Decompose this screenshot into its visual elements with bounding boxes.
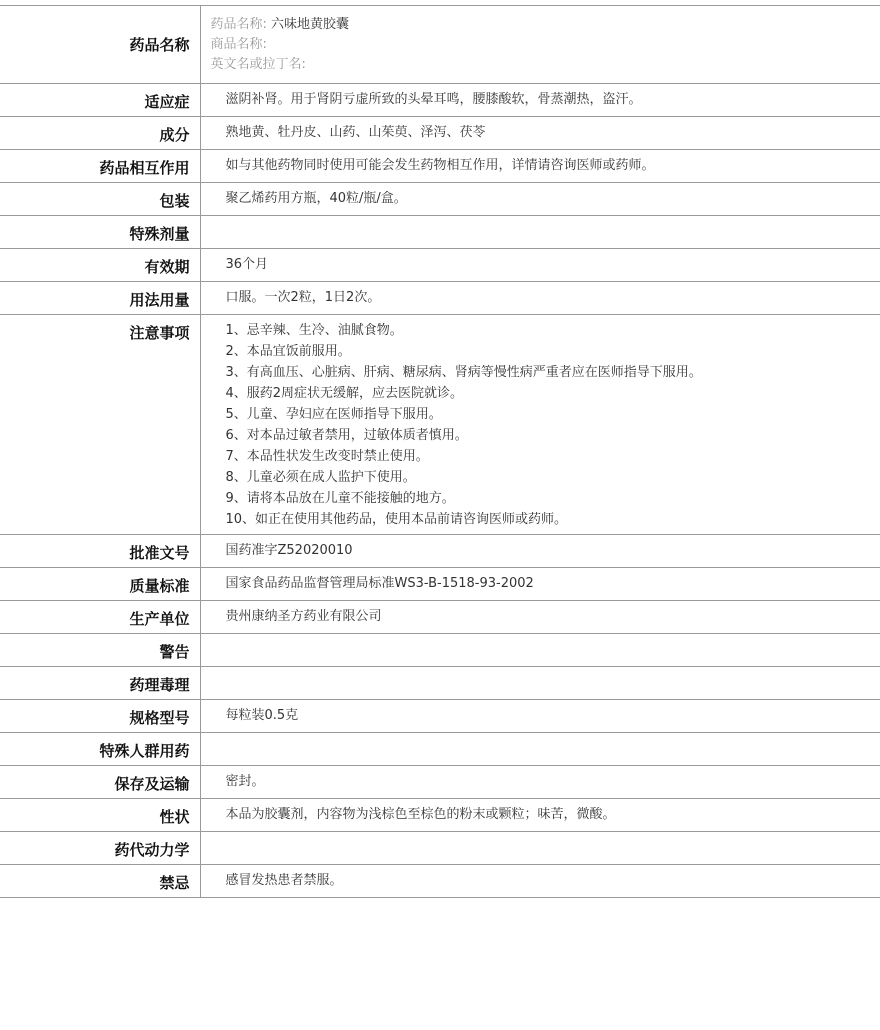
generic-name-line bbox=[211, 15, 871, 35]
row-label: 特殊人群用药 bbox=[0, 733, 200, 766]
row-label: 规格型号 bbox=[0, 700, 200, 733]
drug-info-table bbox=[0, 5, 880, 898]
list-item: 1、忌辛辣、生冷、油腻食物。 bbox=[225, 323, 403, 338]
row-label: 成分 bbox=[0, 117, 200, 150]
row-label: 特殊剂量 bbox=[0, 216, 200, 249]
row-label: 包装 bbox=[0, 183, 200, 216]
row-value: 滋阴补肾。用于肾阴亏虚所致的头晕耳鸣，腰膝酸软，骨蒸潮热，盗汗。 bbox=[200, 84, 880, 117]
row-contraindications bbox=[0, 865, 880, 898]
row-label: 禁忌 bbox=[0, 865, 200, 898]
row-special-populations bbox=[0, 733, 880, 766]
row-value: 贵州康纳圣方药业有限公司 bbox=[200, 601, 880, 634]
row-label: 有效期 bbox=[0, 249, 200, 282]
row-value: 36个月 bbox=[200, 249, 880, 282]
row-label: 药理毒理 bbox=[0, 667, 200, 700]
list-item: 8、儿童必须在成人监护下使用。 bbox=[225, 470, 416, 485]
row-pharmacokinetics bbox=[0, 832, 880, 865]
row-label: 生产单位 bbox=[0, 601, 200, 634]
row-value: 国家食品药品监督管理局标准WS3-B-1518-93-2002 bbox=[200, 568, 880, 601]
row-label: 适应症 bbox=[0, 84, 200, 117]
trade-name-line bbox=[211, 35, 871, 55]
list-item: 9、请将本品放在儿童不能接触的地方。 bbox=[225, 491, 455, 506]
row-label: 性状 bbox=[0, 799, 200, 832]
row-label: 用法用量 bbox=[0, 282, 200, 315]
list-item: 3、有高血压、心脏病、肝病、糖尿病、肾病等慢性病严重者应在医师指导下服用。 bbox=[225, 365, 702, 380]
row-specification bbox=[0, 700, 880, 733]
row-warning bbox=[0, 634, 880, 667]
name-details bbox=[200, 6, 880, 84]
row-ingredients bbox=[0, 117, 880, 150]
row-label: 警告 bbox=[0, 634, 200, 667]
row-label: 质量标准 bbox=[0, 568, 200, 601]
list-item: 7、本品性状发生改变时禁止使用。 bbox=[225, 449, 429, 464]
row-value bbox=[200, 216, 880, 249]
row-quality-standard bbox=[0, 568, 880, 601]
list-item: 4、服药2周症状无缓解，应去医院就诊。 bbox=[225, 386, 464, 401]
row-drug-name bbox=[0, 6, 880, 84]
row-indications bbox=[0, 84, 880, 117]
row-label: 批准文号 bbox=[0, 535, 200, 568]
row-label: 药代动力学 bbox=[0, 832, 200, 865]
english-name-key: 英文名或拉丁名: bbox=[210, 57, 306, 72]
row-value bbox=[200, 733, 880, 766]
row-usage bbox=[0, 282, 880, 315]
row-value: 口服。一次2粒，1日2次。 bbox=[200, 282, 880, 315]
row-special-dosage bbox=[0, 216, 880, 249]
row-label: 药品名称 bbox=[0, 6, 200, 84]
row-value bbox=[200, 667, 880, 700]
row-value: 国药准字Z52020010 bbox=[200, 535, 880, 568]
row-interactions bbox=[0, 150, 880, 183]
trade-name-key: 商品名称: bbox=[210, 37, 267, 52]
english-name-line bbox=[211, 55, 871, 75]
row-value: 感冒发热患者禁服。 bbox=[200, 865, 880, 898]
row-manufacturer bbox=[0, 601, 880, 634]
list-item: 6、对本品过敏者禁用，过敏体质者慎用。 bbox=[225, 428, 468, 443]
row-label: 保存及运输 bbox=[0, 766, 200, 799]
row-description bbox=[0, 799, 880, 832]
row-label: 注意事项 bbox=[0, 315, 200, 535]
row-approval-number bbox=[0, 535, 880, 568]
row-packaging bbox=[0, 183, 880, 216]
row-storage bbox=[0, 766, 880, 799]
row-label: 药品相互作用 bbox=[0, 150, 200, 183]
row-value bbox=[200, 832, 880, 865]
row-value bbox=[200, 634, 880, 667]
generic-name-value: 六味地黄胶囊 bbox=[271, 17, 350, 32]
row-value: 聚乙烯药用方瓶，40粒/瓶/盒。 bbox=[200, 183, 880, 216]
row-expiry bbox=[0, 249, 880, 282]
list-item: 2、本品宜饭前服用。 bbox=[225, 344, 351, 359]
row-value: 如与其他药物同时使用可能会发生药物相互作用，详情请咨询医师或药师。 bbox=[200, 150, 880, 183]
generic-name-key: 药品名称: bbox=[210, 17, 267, 32]
row-pharmacology bbox=[0, 667, 880, 700]
precautions-list bbox=[200, 315, 880, 535]
row-value: 熟地黄、牡丹皮、山药、山茱萸、泽泻、茯苓 bbox=[200, 117, 880, 150]
list-item: 5、儿童、孕妇应在医师指导下服用。 bbox=[225, 407, 442, 422]
row-value: 每粒装0.5克 bbox=[200, 700, 880, 733]
list-item: 10、如正在使用其他药品，使用本品前请咨询医师或药师。 bbox=[225, 512, 568, 527]
row-value: 本品为胶囊剂，内容物为浅棕色至棕色的粉末或颗粒；味苦，微酸。 bbox=[200, 799, 880, 832]
row-precautions bbox=[0, 315, 880, 535]
row-value: 密封。 bbox=[200, 766, 880, 799]
